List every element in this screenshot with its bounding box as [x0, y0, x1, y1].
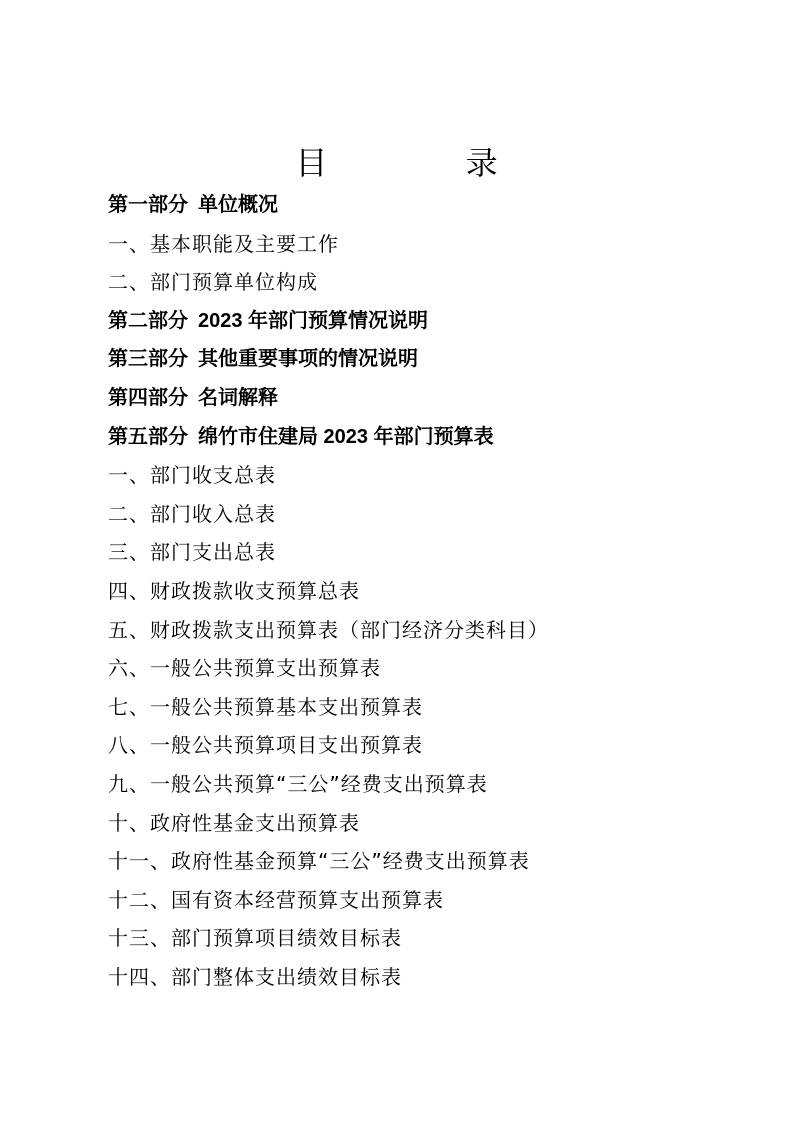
toc-part-number: 第五部分	[108, 425, 188, 448]
toc-item[interactable]: 四、财政拨款收支预算总表	[108, 578, 360, 603]
toc-item[interactable]: 一、部门收支总表	[108, 463, 276, 488]
toc-item[interactable]: 九、一般公共预算“三公”经费支出预算表	[108, 771, 488, 796]
toc-item[interactable]: 十二、国有资本经营预算支出预算表	[108, 887, 444, 912]
toc-title: 目 录	[295, 144, 562, 182]
toc-part-title: 绵竹市住建局 2023 年部门预算表	[198, 425, 494, 448]
toc-part-number: 第四部分	[108, 386, 188, 409]
toc-part-5[interactable]	[108, 418, 768, 457]
toc-part-title: 其他重要事项的情况说明	[198, 348, 418, 371]
toc-part-3[interactable]	[108, 340, 768, 379]
toc-part-number: 第一部分	[108, 194, 188, 216]
toc-item[interactable]: 十、政府性基金支出预算表	[108, 810, 360, 835]
table-of-contents	[108, 186, 768, 996]
toc-part-title: 单位概况	[198, 194, 278, 216]
toc-item[interactable]: 十四、部门整体支出绩效目标表	[108, 964, 402, 989]
toc-item[interactable]: 二、部门预算单位构成	[108, 270, 318, 295]
toc-item[interactable]: 一、基本职能及主要工作	[108, 231, 339, 256]
toc-item[interactable]: 十三、部门预算项目绩效目标表	[108, 926, 402, 951]
toc-part-number: 第三部分	[108, 348, 188, 371]
toc-part-title: 2023 年部门预算情况说明	[198, 309, 429, 332]
toc-part-2[interactable]	[108, 302, 768, 341]
toc-item[interactable]: 七、一般公共预算基本支出预算表	[108, 694, 423, 719]
toc-item[interactable]: 三、部门支出总表	[108, 540, 276, 565]
toc-item[interactable]: 二、部门收入总表	[108, 501, 276, 526]
toc-item[interactable]: 八、一般公共预算项目支出预算表	[108, 733, 423, 758]
toc-part-number: 第二部分	[108, 309, 188, 332]
toc-item[interactable]: 六、一般公共预算支出预算表	[108, 656, 381, 681]
toc-part-1[interactable]	[108, 186, 768, 225]
toc-part-4[interactable]	[108, 379, 768, 418]
toc-item[interactable]: 五、财政拨款支出预算表（部门经济分类科目）	[108, 617, 549, 642]
toc-part-title: 名词解释	[198, 386, 278, 409]
toc-item[interactable]: 十一、政府性基金预算“三公”经费支出预算表	[108, 849, 530, 874]
